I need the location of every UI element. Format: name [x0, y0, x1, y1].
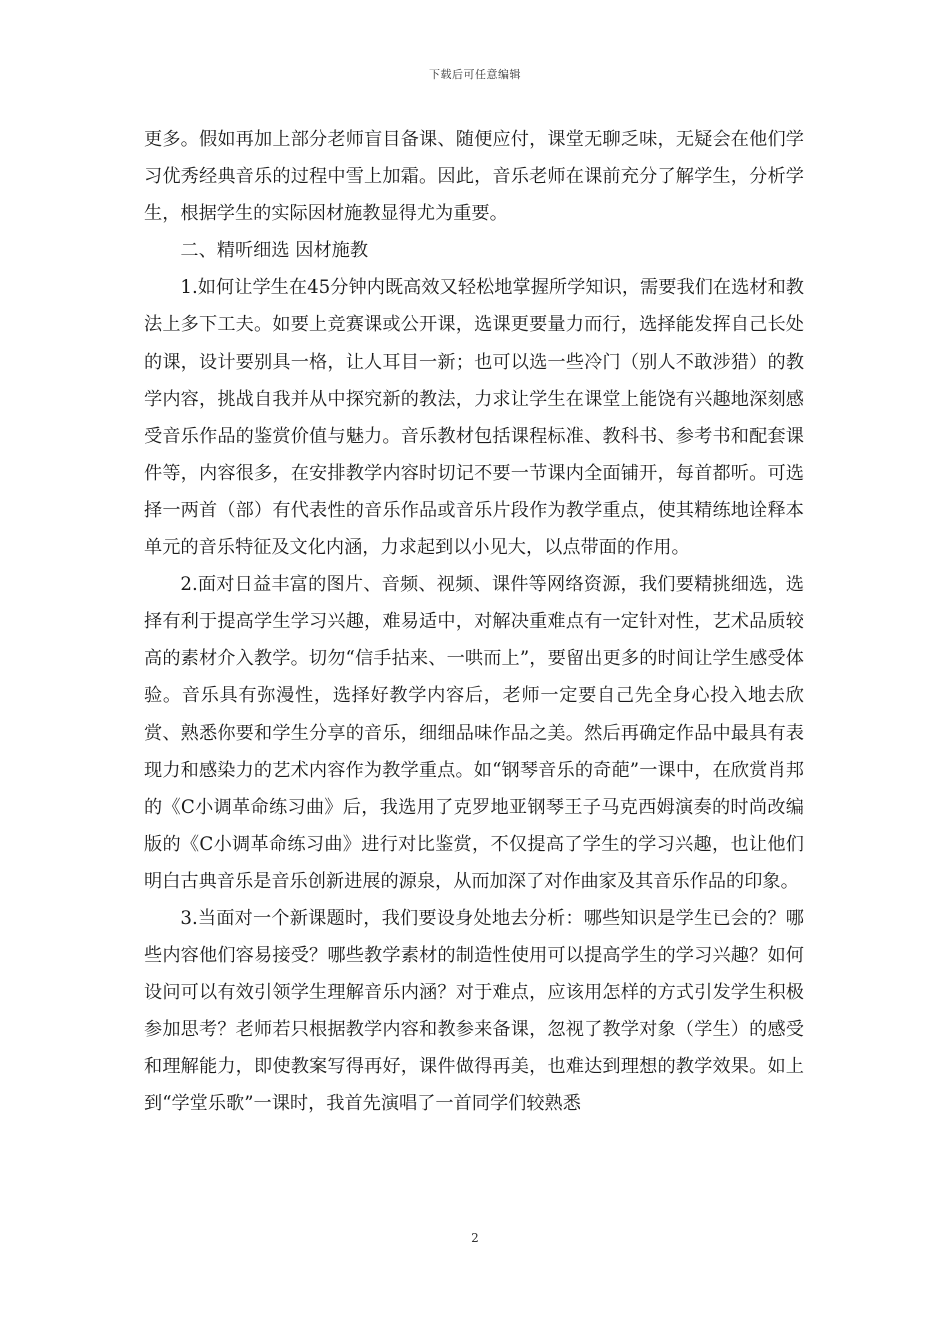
- paragraph-continuation: 更多。假如再加上部分老师盲目备课、随便应付，课堂无聊乏味，无疑会在他们学习优秀经典音乐的过程中雪上加霜。因此，音乐老师在课前充分了解学生，分析学生，根据学生的实际因材施教显得尤为重要。: [144, 129, 804, 225]
- section-heading: 二、精听细选 因材施教: [180, 240, 369, 262]
- page-header: 下载后可任意编辑: [429, 68, 521, 81]
- paragraph-point-2: 2.面对日益丰富的图片、音频、视频、课件等网络资源，我们要精挑细选，选择有利于提高学生学习兴趣，难易适中，对解决重难点有一定针对性，艺术品质较高的素材介入教学。切勿“信手拈来、一哄而上”，要留出更多的时间让学生感受体验。音乐具有弥漫性，选择好教学内容后，老师一定要自己先全身心投入地去欣赏、熟悉你要和学生分享的音乐，细细品味作品之美。然后再确定作品中最具有表现力和感染力的艺术内容作为教学重点。如“钢琴音乐的奇葩”一课中，在欣赏肖邦的《C小调革命练习曲》后，我选用了克罗地亚钢琴王子马克西姆演奏的时尚改编版的《C小调革命练习曲》进行对比鉴赏，不仅提高了学生的学习兴趣，也让他们明白古典音乐是音乐创新进展的源泉，从而加深了对作曲家及其音乐作品的印象。: [144, 574, 804, 892]
- paragraph-point-3: 3.当面对一个新课题时，我们要设身处地去分析：哪些知识是学生已会的？哪些内容他们容易接受？哪些教学素材的制造性使用可以提高学生的学习兴趣？如何设问可以有效引领学生理解音乐内涵？对于难点，应该用怎样的方式引发学生积极参加思考？老师若只根据教学内容和教参来备课，忽视了教学对象（学生）的感受和理解能力，即使教案写得再好，课件做得再美，也难达到理想的教学效果。如上到“学堂乐歌”一课时，我首先演唱了一首同学们较熟悉: [144, 907, 804, 1115]
- paragraph-point-1: 1.如何让学生在45分钟内既高效又轻松地掌握所学知识，需要我们在选材和教法上多下工夫。如要上竞赛课或公开课，选课更要量力而行，选择能发挥自己长处的课，设计要别具一格，让人耳目一新；也可以选一些冷门（别人不敢涉猎）的教学内容，挑战自我并从中探究新的教法，力求让学生在课堂上能饶有兴趣地深刻感受音乐作品的鉴赏价值与魅力。音乐教材包括课程标准、教科书、参考书和配套课件等，内容很多，在安排教学内容时切记不要一节课内全面铺开，每首都听。可选择一两首（部）有代表性的音乐作品或音乐片段作为教学重点，使其精练地诠释本单元的音乐特征及文化内涵，力求起到以小见大，以点带面的作用。: [144, 277, 804, 559]
- document-body: [144, 121, 804, 1123]
- page-number: 2: [471, 1231, 479, 1245]
